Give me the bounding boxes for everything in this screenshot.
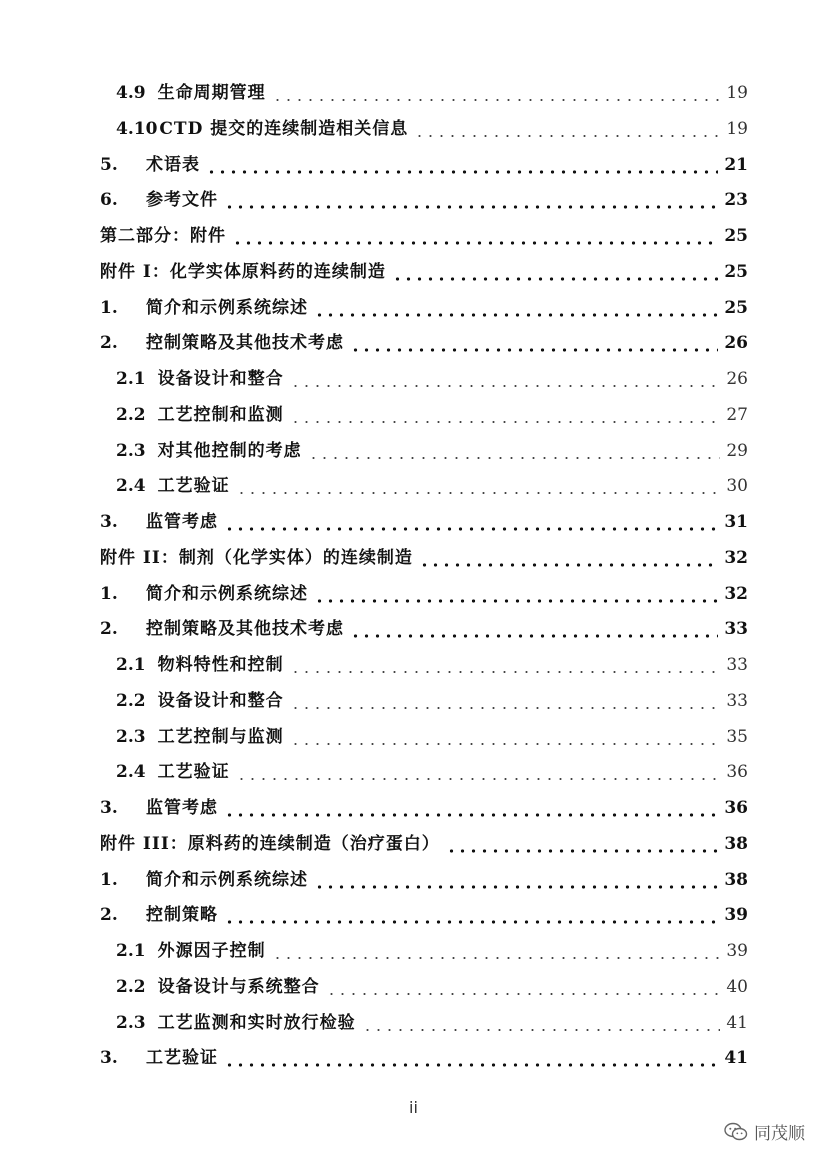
dot-leader: [308, 441, 721, 461]
toc-entry-number: 3.: [100, 1048, 118, 1068]
toc-entry-page: 25: [724, 226, 748, 246]
dot-leader: [236, 762, 721, 782]
toc-entry: [116, 362, 748, 396]
dot-leader: [419, 548, 719, 568]
toc-entry-title: 工艺验证: [146, 1048, 218, 1068]
toc-entry-page: 27: [726, 405, 748, 425]
toc-entry-page: 32: [724, 548, 748, 568]
toc-entry: [116, 970, 748, 1004]
dot-leader: [224, 1048, 718, 1068]
toc-entry: [100, 1041, 748, 1075]
toc-entry-page: 40: [726, 977, 748, 997]
toc-entry-page: 21: [724, 155, 748, 175]
dot-leader: [224, 798, 718, 818]
toc-entry-page: 23: [724, 190, 748, 210]
toc-entry-number: 2.: [100, 333, 118, 353]
toc-entry-number: 3.: [100, 798, 118, 818]
dot-leader: [290, 369, 721, 389]
toc-entry-title: 物料特性和控制: [157, 655, 284, 675]
toc-entry: [100, 541, 748, 575]
toc-entry: [116, 398, 748, 432]
toc-entry-number: 2.: [100, 619, 118, 639]
toc-entry: [116, 434, 748, 468]
toc-entry-title: 工艺监测和实时放行检验: [157, 1013, 356, 1033]
toc-entry-page: 29: [726, 441, 748, 461]
toc-entry-title: 设备设计与系统整合: [157, 977, 320, 997]
toc-entry: [100, 219, 748, 253]
toc-entry-page: 33: [726, 691, 748, 711]
toc-entry-page: 33: [726, 655, 748, 675]
toc-entry-page: 26: [726, 369, 748, 389]
watermark: [724, 1119, 805, 1144]
dot-leader: [290, 727, 721, 747]
toc-entry-number: 2.4: [116, 762, 146, 782]
dot-leader: [392, 262, 718, 282]
toc-entry: [116, 112, 748, 146]
dot-leader: [272, 941, 721, 961]
toc-entry-title: 生命周期管理: [157, 83, 266, 103]
toc-entry-title: 工艺控制和监测: [157, 405, 284, 425]
toc-entry-page: 19: [726, 83, 748, 103]
dot-leader: [414, 119, 720, 139]
toc-entry-title: 术语表: [146, 155, 200, 175]
toc-entry-number: 4.9: [116, 83, 146, 103]
toc-entry-title: 参考文件: [146, 190, 218, 210]
toc-entry-page: 25: [724, 262, 748, 282]
toc-entry: [100, 863, 748, 897]
toc-entry: [116, 1006, 748, 1040]
toc-entry-title: 简介和示例系统综述: [146, 584, 308, 604]
dot-leader: [314, 870, 718, 890]
toc-entry-page: 35: [726, 727, 748, 747]
toc-entry: [100, 148, 748, 182]
toc-entry-number: 6.: [100, 190, 118, 210]
toc-entry-page: 36: [724, 798, 748, 818]
toc-entry-page: 39: [726, 941, 748, 961]
toc-entry-title: 附件 III：原料药的连续制造（治疗蛋白）: [100, 834, 440, 854]
toc-entry: [100, 505, 748, 539]
wechat-icon: [724, 1122, 748, 1142]
toc-entry: [100, 255, 748, 289]
dot-leader: [290, 405, 721, 425]
toc-entry-title: 第二部分：附件: [100, 226, 226, 246]
page-number: ii: [409, 1098, 418, 1117]
toc-entry-page: 38: [724, 870, 748, 890]
dot-leader: [350, 619, 718, 639]
toc-entry: [116, 76, 748, 110]
toc-entry: [100, 577, 748, 611]
toc-entry-number: 2.1: [116, 369, 146, 389]
toc-entry-page: 39: [724, 905, 748, 925]
toc-entry-page: 25: [724, 298, 748, 318]
toc-entry-page: 19: [726, 119, 748, 139]
toc-entry-title: 外源因子控制: [157, 941, 266, 961]
toc-entry: [116, 648, 748, 682]
toc-entry-title: 设备设计和整合: [157, 691, 284, 711]
toc-entry-number: 5.: [100, 155, 118, 175]
toc-entry-title: 简介和示例系统综述: [146, 298, 308, 318]
toc-entry: [100, 791, 748, 825]
toc-entry: [100, 291, 748, 325]
toc-entry-number: 2.: [100, 905, 118, 925]
dot-leader: [314, 298, 718, 318]
toc-entry-page: 30: [726, 476, 748, 496]
toc-entry-number: 2.2: [116, 977, 146, 997]
toc-entry-title: 工艺验证: [157, 762, 230, 782]
dot-leader: [350, 333, 718, 353]
toc-entry-number: 4.10: [116, 119, 158, 139]
toc-entry-number: 1.: [100, 584, 118, 604]
dot-leader: [326, 977, 721, 997]
dot-leader: [362, 1013, 721, 1033]
toc-entry-page: 32: [724, 584, 748, 604]
toc-entry: [116, 755, 748, 789]
dot-leader: [206, 155, 718, 175]
toc-entry-title: 工艺控制与监测: [157, 727, 284, 747]
toc-entry-page: 38: [724, 834, 748, 854]
toc-entry-number: 2.3: [116, 441, 146, 461]
toc-entry: [116, 469, 748, 503]
dot-leader: [272, 83, 721, 103]
toc-entry-number: 1.: [100, 870, 118, 890]
toc-entry-title: CTD 提交的连续制造相关信息: [159, 119, 409, 139]
dot-leader: [290, 691, 721, 711]
toc-entry-title: 附件 II：制剂（化学实体）的连续制造: [100, 548, 413, 568]
watermark-text: 同茂顺: [754, 1124, 805, 1144]
toc-entry-title: 简介和示例系统综述: [146, 870, 308, 890]
toc-entry: [100, 183, 748, 217]
toc-entry: [116, 720, 748, 754]
toc-entry-number: 2.2: [116, 691, 146, 711]
toc-entry: [100, 326, 748, 360]
toc-entry: [100, 898, 748, 932]
toc-entry-number: 2.3: [116, 727, 146, 747]
dot-leader: [314, 584, 718, 604]
toc-entry-number: 2.2: [116, 405, 146, 425]
toc-entry-page: 41: [724, 1048, 748, 1068]
dot-leader: [224, 905, 718, 925]
toc-entry-number: 3.: [100, 512, 118, 532]
dot-leader: [446, 834, 719, 854]
toc-entry: [116, 684, 748, 718]
toc-entry-title: 对其他控制的考虑: [157, 441, 302, 461]
dot-leader: [224, 190, 718, 210]
toc-entry-title: 工艺验证: [157, 476, 230, 496]
toc-entry-number: 1.: [100, 298, 118, 318]
toc-entry-title: 附件 I：化学实体原料药的连续制造: [100, 262, 386, 282]
toc-entry-title: 控制策略: [146, 905, 218, 925]
toc-entry-title: 控制策略及其他技术考虑: [146, 619, 344, 639]
toc-entry: [100, 612, 748, 646]
dot-leader: [290, 655, 721, 675]
dot-leader: [236, 476, 721, 496]
toc-entry-number: 2.3: [116, 1013, 146, 1033]
toc-entry-number: 2.1: [116, 655, 146, 675]
toc-entry-page: 26: [724, 333, 748, 353]
dot-leader: [232, 226, 718, 246]
toc-entry-title: 控制策略及其他技术考虑: [146, 333, 344, 353]
toc-entry-page: 31: [724, 512, 748, 532]
toc-entry-title: 监管考虑: [146, 798, 218, 818]
toc-entry-title: 设备设计和整合: [157, 369, 284, 389]
toc-entry-number: 2.1: [116, 941, 146, 961]
toc-entry: [100, 827, 748, 861]
toc-entry-page: 36: [726, 762, 748, 782]
toc-entry: [116, 934, 748, 968]
toc-entry-title: 监管考虑: [146, 512, 218, 532]
toc-entry-page: 41: [726, 1013, 748, 1033]
toc-entry-number: 2.4: [116, 476, 146, 496]
toc-entry-page: 33: [724, 619, 748, 639]
dot-leader: [224, 512, 718, 532]
